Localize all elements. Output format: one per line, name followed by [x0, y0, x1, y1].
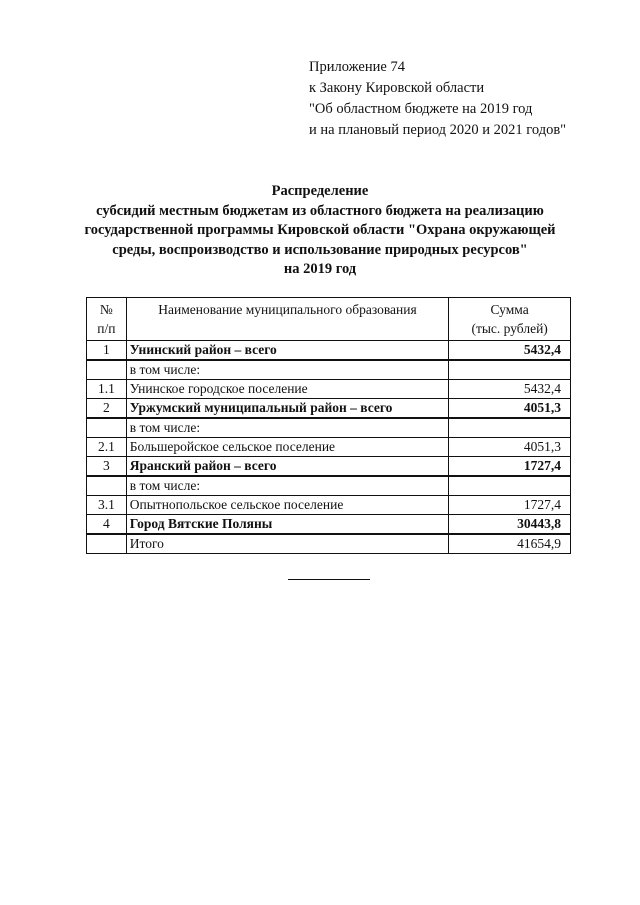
row-number: 3	[87, 457, 127, 477]
header-number-line2: п/п	[97, 321, 116, 336]
title-line: государственной программы Кировской области "Охрана окружающей	[84, 222, 556, 238]
appendix-note	[309, 57, 566, 141]
row-name: Большеройское сельское поселение	[126, 438, 449, 457]
row-number: 4	[87, 515, 127, 535]
row-number	[87, 476, 127, 496]
title-line: субсидий местным бюджетам из областного бюджета на реализацию	[96, 202, 544, 219]
row-sum: 5432,4	[449, 341, 571, 361]
row-number	[87, 418, 127, 438]
end-separator-line	[288, 579, 370, 580]
title-line: среды, воспроизводство и использование природных ресурсов"	[112, 241, 528, 258]
row-name: в том числе:	[126, 360, 449, 380]
row-sum	[449, 418, 571, 438]
row-name: Уржумский муниципальный район – всего	[126, 399, 449, 419]
table-row	[87, 380, 571, 399]
table-row	[87, 515, 571, 535]
row-name: Яранский район – всего	[126, 457, 449, 477]
row-number: 2	[87, 399, 127, 419]
header-name: Наименование муниципального образования	[126, 298, 449, 341]
row-sum: 4051,3	[449, 438, 571, 457]
row-number: 1.1	[87, 380, 127, 399]
table-row	[87, 360, 571, 380]
row-name: Опытнопольское сельское поселение	[126, 496, 449, 515]
row-number: 2.1	[87, 438, 127, 457]
subsidy-table	[86, 297, 571, 554]
header-number	[87, 298, 127, 341]
table-header-row	[87, 298, 571, 341]
row-sum	[449, 476, 571, 496]
row-name: Итого	[126, 534, 449, 554]
row-name: Унинский район – всего	[126, 341, 449, 361]
header-sum	[449, 298, 571, 341]
row-name: в том числе:	[126, 418, 449, 438]
table-row	[87, 457, 571, 477]
table-row	[87, 341, 571, 361]
row-name: в том числе:	[126, 476, 449, 496]
row-sum: 41654,9	[449, 534, 571, 554]
document-title	[0, 182, 640, 280]
table-row	[87, 476, 571, 496]
table-row	[87, 438, 571, 457]
header-sum-line2: (тыс. рублей)	[471, 321, 548, 336]
header-sum-line1: Сумма	[490, 302, 529, 317]
appendix-line: Приложение 74	[309, 59, 405, 75]
row-number	[87, 360, 127, 380]
row-number	[87, 534, 127, 554]
row-name: Унинское городское поселение	[126, 380, 449, 399]
row-number: 1	[87, 341, 127, 361]
appendix-line: к Закону Кировской области	[309, 80, 485, 96]
row-name: Город Вятские Поляны	[126, 515, 449, 535]
table-row-total	[87, 534, 571, 554]
row-sum: 1727,4	[449, 496, 571, 515]
row-sum: 1727,4	[449, 457, 571, 477]
table-row	[87, 496, 571, 515]
row-sum	[449, 360, 571, 380]
title-line: Распределение	[271, 183, 369, 199]
row-sum: 5432,4	[449, 380, 571, 399]
row-number: 3.1	[87, 496, 127, 515]
header-number-line1: №	[99, 302, 113, 317]
table-row	[87, 418, 571, 438]
title-line: на 2019 год	[283, 261, 357, 277]
row-sum: 30443,8	[449, 515, 571, 535]
appendix-line: "Об областном бюджете на 2019 год	[309, 101, 533, 117]
table-row	[87, 399, 571, 419]
row-sum: 4051,3	[449, 399, 571, 419]
appendix-line: и на плановый период 2020 и 2021 годов"	[309, 122, 567, 138]
